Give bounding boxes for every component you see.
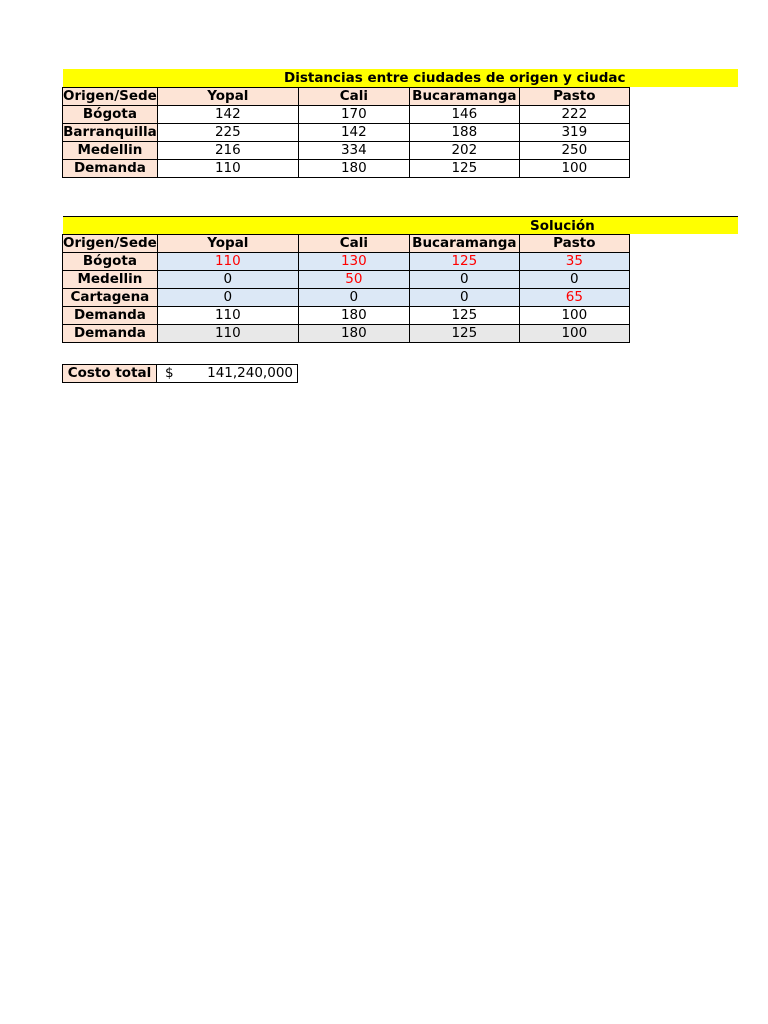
- solution-cell[interactable]: 50: [298, 271, 409, 289]
- solution-cell[interactable]: 0: [298, 289, 409, 307]
- table-row: [63, 289, 630, 307]
- data-cell[interactable]: 100: [519, 307, 629, 325]
- header-cell[interactable]: Pasto: [519, 235, 629, 253]
- table-row: [63, 271, 630, 289]
- row-label-cell[interactable]: Barranquilla: [63, 124, 157, 140]
- solution-cell[interactable]: 0: [519, 271, 629, 289]
- header-cell[interactable]: Yopal: [157, 235, 298, 253]
- data-cell[interactable]: 125: [409, 307, 519, 325]
- table-row: [63, 124, 630, 142]
- data-cell[interactable]: 110: [157, 160, 298, 178]
- solution-cell[interactable]: 65: [519, 289, 629, 307]
- solution-cell[interactable]: 125: [409, 253, 519, 271]
- row-label-cell[interactable]: Medellin: [63, 271, 158, 289]
- total-cost-amount: 141,240,000: [207, 365, 293, 381]
- data-cell[interactable]: 334: [298, 142, 409, 160]
- table-row: [63, 106, 630, 124]
- solution-title-banner[interactable]: [63, 216, 738, 234]
- data-cell[interactable]: 180: [298, 160, 409, 178]
- solution-title: Solución: [530, 218, 595, 234]
- row-label-cell[interactable]: Bógota: [63, 253, 158, 271]
- total-cost-row: [63, 365, 298, 383]
- solution-cell[interactable]: 0: [409, 271, 519, 289]
- data-cell[interactable]: 319: [519, 124, 629, 142]
- solution-table: [62, 234, 630, 343]
- data-cell[interactable]: 100: [519, 160, 629, 178]
- header-cell[interactable]: Pasto: [519, 88, 629, 106]
- data-cell[interactable]: 250: [519, 142, 629, 160]
- total-cell[interactable]: 110: [157, 325, 298, 343]
- distances-table: [62, 87, 630, 178]
- solution-cell[interactable]: 0: [157, 271, 298, 289]
- total-cost-value-cell[interactable]: [157, 365, 298, 383]
- header-cell[interactable]: Origen/Sede: [63, 88, 157, 104]
- data-cell[interactable]: 170: [298, 106, 409, 124]
- total-cost-label[interactable]: Costo total: [63, 365, 157, 383]
- header-cell[interactable]: Bucaramanga: [409, 235, 519, 253]
- solution-header-row: [63, 235, 630, 253]
- table-row: [63, 253, 630, 271]
- solution-cell[interactable]: 110: [157, 253, 298, 271]
- header-cell[interactable]: Cali: [298, 88, 409, 106]
- header-cell[interactable]: Yopal: [157, 88, 298, 106]
- data-cell[interactable]: 216: [157, 142, 298, 160]
- data-cell[interactable]: 142: [157, 106, 298, 124]
- header-cell[interactable]: Origen/Sede: [63, 235, 157, 251]
- distances-header-row: [63, 88, 630, 106]
- currency-symbol: $: [165, 365, 174, 381]
- table-row: [63, 160, 630, 178]
- data-cell[interactable]: 225: [157, 124, 298, 142]
- row-label-cell[interactable]: Medellin: [63, 142, 158, 160]
- row-label-cell[interactable]: Demanda: [63, 325, 158, 343]
- distances-title: Distancias entre ciudades de origen y ciudac: [284, 70, 626, 86]
- data-cell[interactable]: 202: [409, 142, 519, 160]
- solution-cell[interactable]: 130: [298, 253, 409, 271]
- data-cell[interactable]: 110: [157, 307, 298, 325]
- data-cell[interactable]: 125: [409, 160, 519, 178]
- distances-title-banner[interactable]: [63, 69, 738, 87]
- data-cell[interactable]: 146: [409, 106, 519, 124]
- total-cell[interactable]: 180: [298, 325, 409, 343]
- table-row: [63, 142, 630, 160]
- header-cell[interactable]: Cali: [298, 235, 409, 253]
- table-row: [63, 325, 630, 343]
- row-label-cell[interactable]: Demanda: [63, 307, 158, 325]
- solution-cell[interactable]: 35: [519, 253, 629, 271]
- data-cell[interactable]: 188: [409, 124, 519, 142]
- total-cell[interactable]: 100: [519, 325, 629, 343]
- row-label-cell[interactable]: Bógota: [63, 106, 158, 124]
- data-cell[interactable]: 142: [298, 124, 409, 142]
- total-cost-table: [62, 364, 298, 383]
- total-cell[interactable]: 125: [409, 325, 519, 343]
- solution-cell[interactable]: 0: [409, 289, 519, 307]
- row-label-cell[interactable]: Cartagena: [63, 289, 158, 307]
- data-cell[interactable]: 180: [298, 307, 409, 325]
- table-row: [63, 307, 630, 325]
- header-cell[interactable]: Bucaramanga: [409, 88, 519, 106]
- data-cell[interactable]: 222: [519, 106, 629, 124]
- solution-cell[interactable]: 0: [157, 289, 298, 307]
- row-label-cell[interactable]: Demanda: [63, 160, 158, 178]
